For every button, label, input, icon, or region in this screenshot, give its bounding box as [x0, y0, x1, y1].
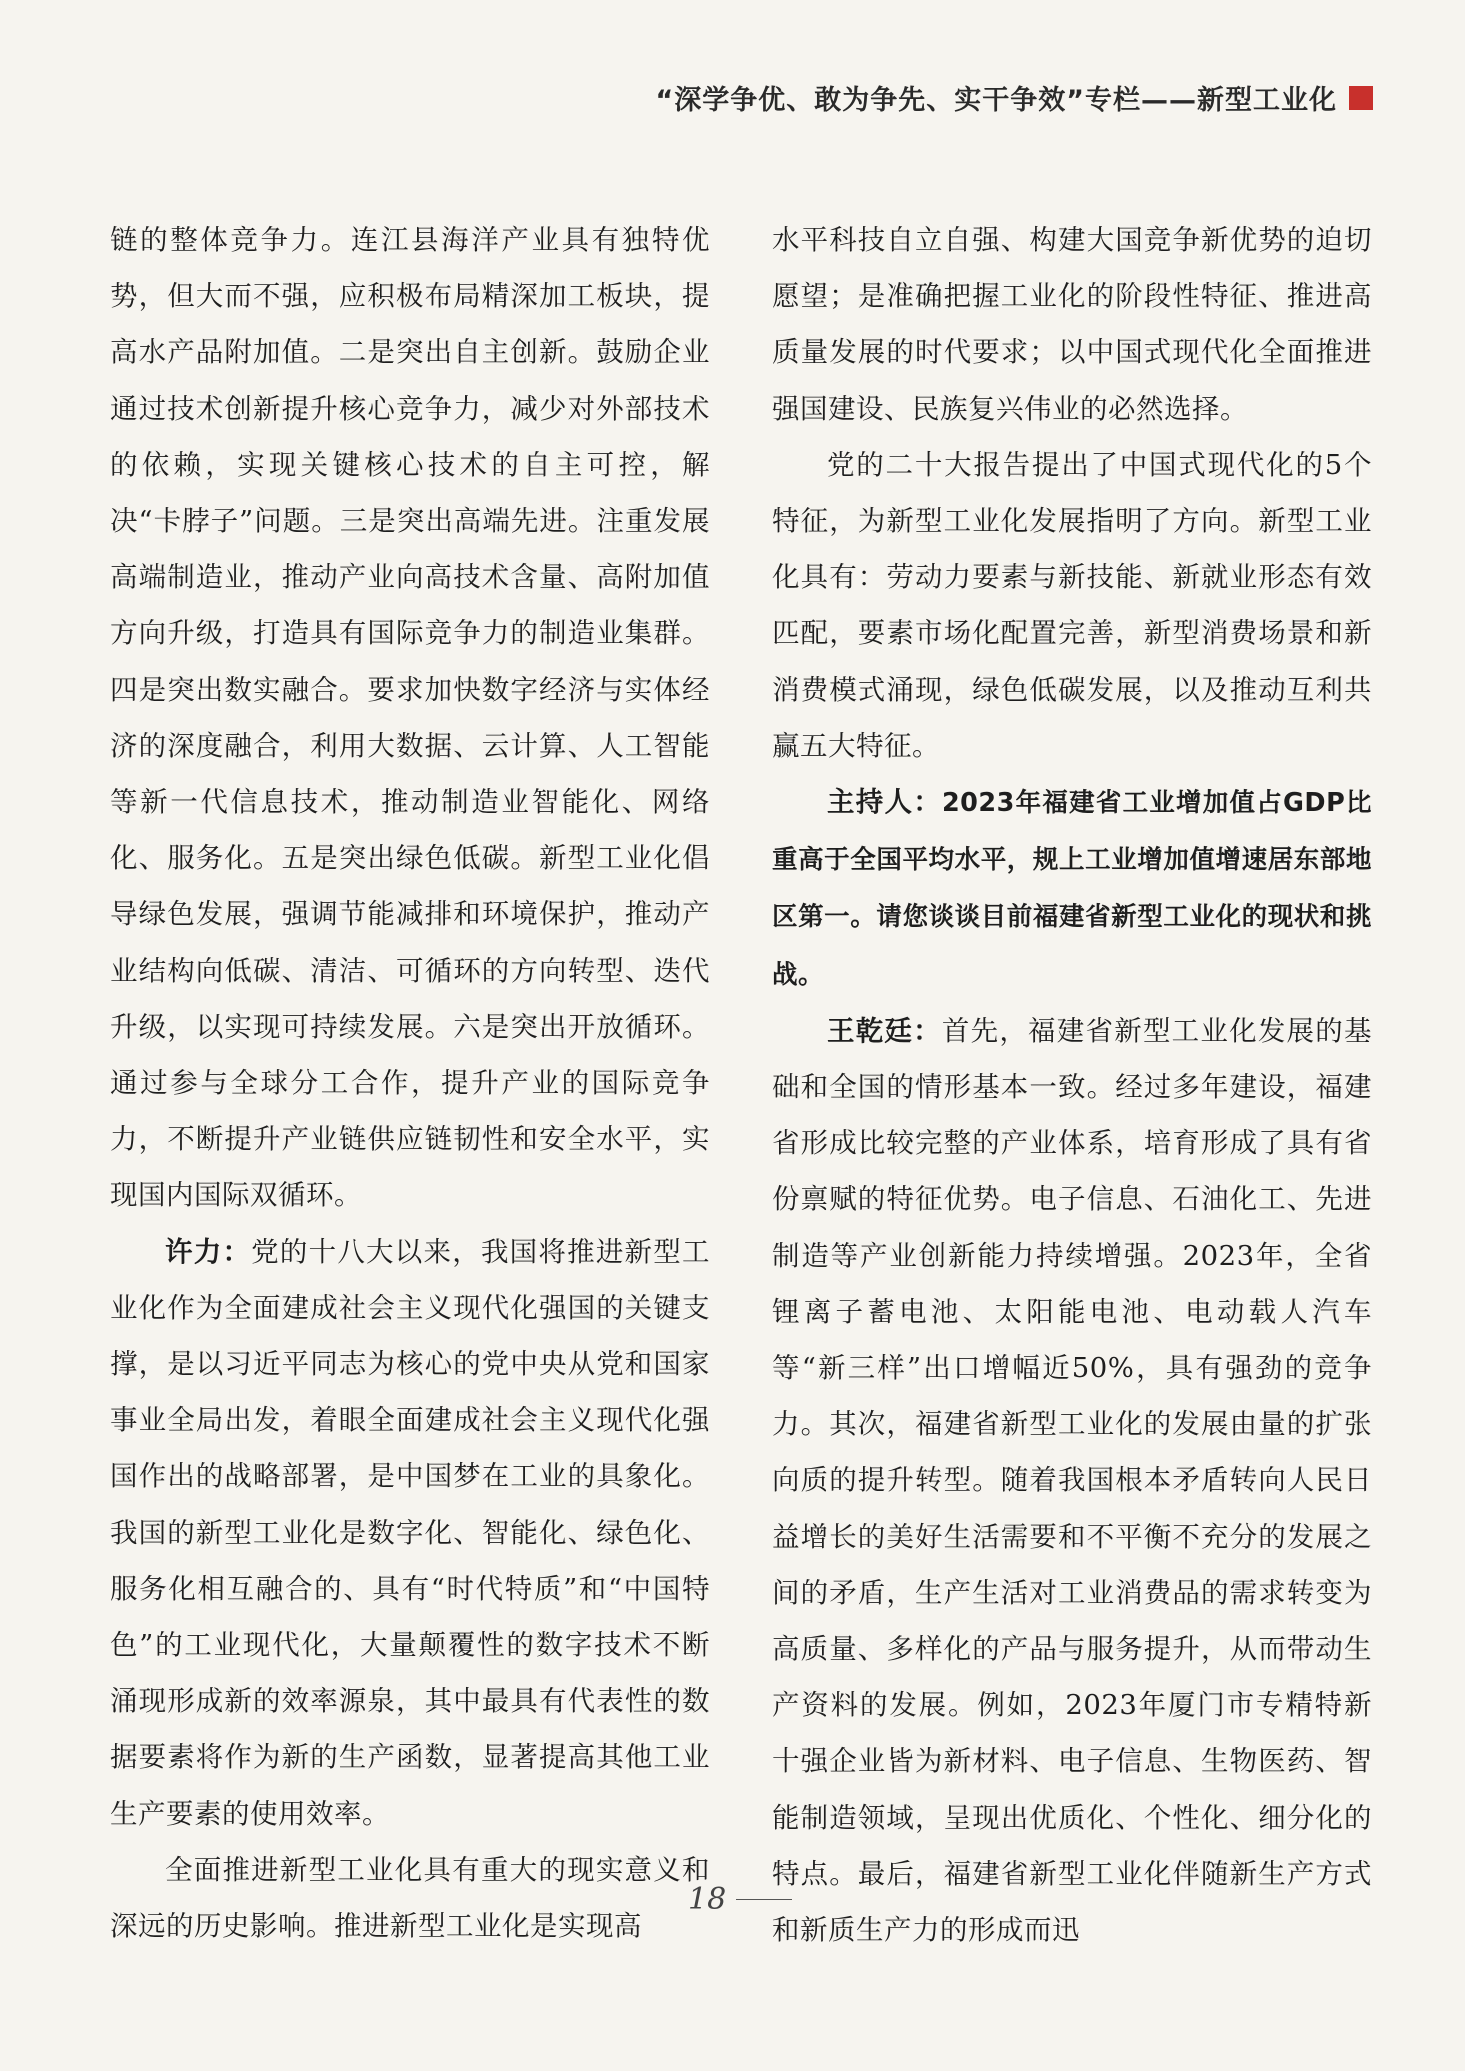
column-title: “深学争优、敢为争先、实干争效”专栏——新型工业化 [655, 85, 1337, 116]
speaker-label-xu-li: 许力： [165, 1235, 252, 1268]
right-paragraph-2: 党的二十大报告提出了中国式现代化的5个特征，为新型工业化发展指明了方向。新型工业化具有：劳动力要素与新技能、新就业形态有效匹配，要素市场化配置完善，新型消费场景和新消费模式涌现，绿色低碳发展，以及推动互利共赢五大特征。 [772, 448, 1372, 762]
right-paragraph-4-text: 首先，福建省新型工业化发展的基础和全国的情形基本一致。经过多年建设，福建省形成比较完整的产业体系，培育形成了具有省份禀赋的特征优势。电子信息、石油化工、先进制造等产业创新能力持续增强。2023年，全省锂离子蓄电池、太阳能电池、电动载人汽车等“新三样”出口增幅近50%，具有强劲的竞争力。其次，福建省新型工业化的发展由量的扩张向质的提升转型。随着我国根本矛盾转向人民日益增长的美好生活需要和不平衡不充分的发展之间的矛盾，生产生活对工业消费品的需求转变为高质量、多样化的产品与服务提升，从而带动生产资料的发展。例如，2023年厦门市专精特新十强企业皆为新材料、电子信息、生物医药、智能制造领域，呈现出优质化、个性化、细分化的特点。最后，福建省新型工业化伴随新生产方式和新质生产力的形成而迅 [772, 1014, 1373, 1947]
left-column [110, 212, 710, 1954]
host-question-text: 2023年福建省工业增加值占GDP比重高于全国平均水平，规上工业增加值增速居东部地区第一。请您谈谈目前福建省新型工业化的现状和挑战。 [772, 788, 1372, 990]
left-paragraph-2-text: 党的十八大以来，我国将推进新型工业化作为全面建成社会主义现代化强国的关键支撑，是以习近平同志为核心的党中央从党和国家事业全局出发，着眼全面建成社会主义现代化强国作出的战略部署，是中国梦在工业的具象化。我国的新型工业化是数字化、智能化、绿色化、服务化相互融合的、具有“时代特质”和“中国特色”的工业现代化，大量颠覆性的数字技术不断涌现形成新的效率源泉，其中最具有代表性的数据要素将作为新的生产函数，显著提高其他工业生产要素的使用效率。 [110, 1235, 711, 1830]
red-square-icon [1349, 86, 1373, 110]
right-paragraph-1: 水平科技自立自强、构建大国竞争新优势的迫切愿望；是准确把握工业化的阶段性特征、推进高质量发展的时代要求；以中国式现代化全面推进强国建设、民族复兴伟业的必然选择。 [772, 224, 1372, 425]
page-number: 18 [688, 1882, 727, 1917]
right-paragraph-4 [772, 1003, 1372, 1958]
left-paragraph-2 [110, 1224, 710, 1842]
left-paragraph-3: 全面推进新型工业化具有重大的现实意义和深远的历史影响。推进新型工业化是实现高 [110, 1853, 710, 1943]
page-header [656, 78, 1374, 117]
footer-rule [736, 1899, 792, 1901]
left-paragraph-1: 链的整体竞争力。连江县海洋产业具有独特优势，但大而不强，应积极布局精深加工板块，提高水产品附加值。二是突出自主创新。鼓励企业通过技术创新提升核心竞争力，减少对外部技术的依赖，实现关键核心技术的自主可控，解决“卡脖子”问题。三是突出高端先进。注重发展高端制造业，推动产业向高技术含量、高附加值方向升级，打造具有国际竞争力的制造业集群。四是突出数实融合。要求加快数字经济与实体经济的深度融合，利用大数据、云计算、人工智能等新一代信息技术，推动制造业智能化、网络化、服务化。五是突出绿色低碳。新型工业化倡导绿色发展，强调节能减排和环境保护，推动产业结构向低碳、清洁、可循环的方向转型、迭代升级，以实现可持续发展。六是突出开放循环。通过参与全球分工合作，提升产业的国际竞争力，不断提升产业链供应链韧性和安全水平，实现国内国际双循环。 [110, 224, 710, 1212]
speaker-label-host: 主持人： [827, 786, 942, 819]
right-column [772, 212, 1372, 1958]
right-paragraph-3 [772, 774, 1372, 1003]
page-footer [688, 1882, 792, 1917]
speaker-label-wang-qianting: 王乾廷： [827, 1014, 942, 1047]
